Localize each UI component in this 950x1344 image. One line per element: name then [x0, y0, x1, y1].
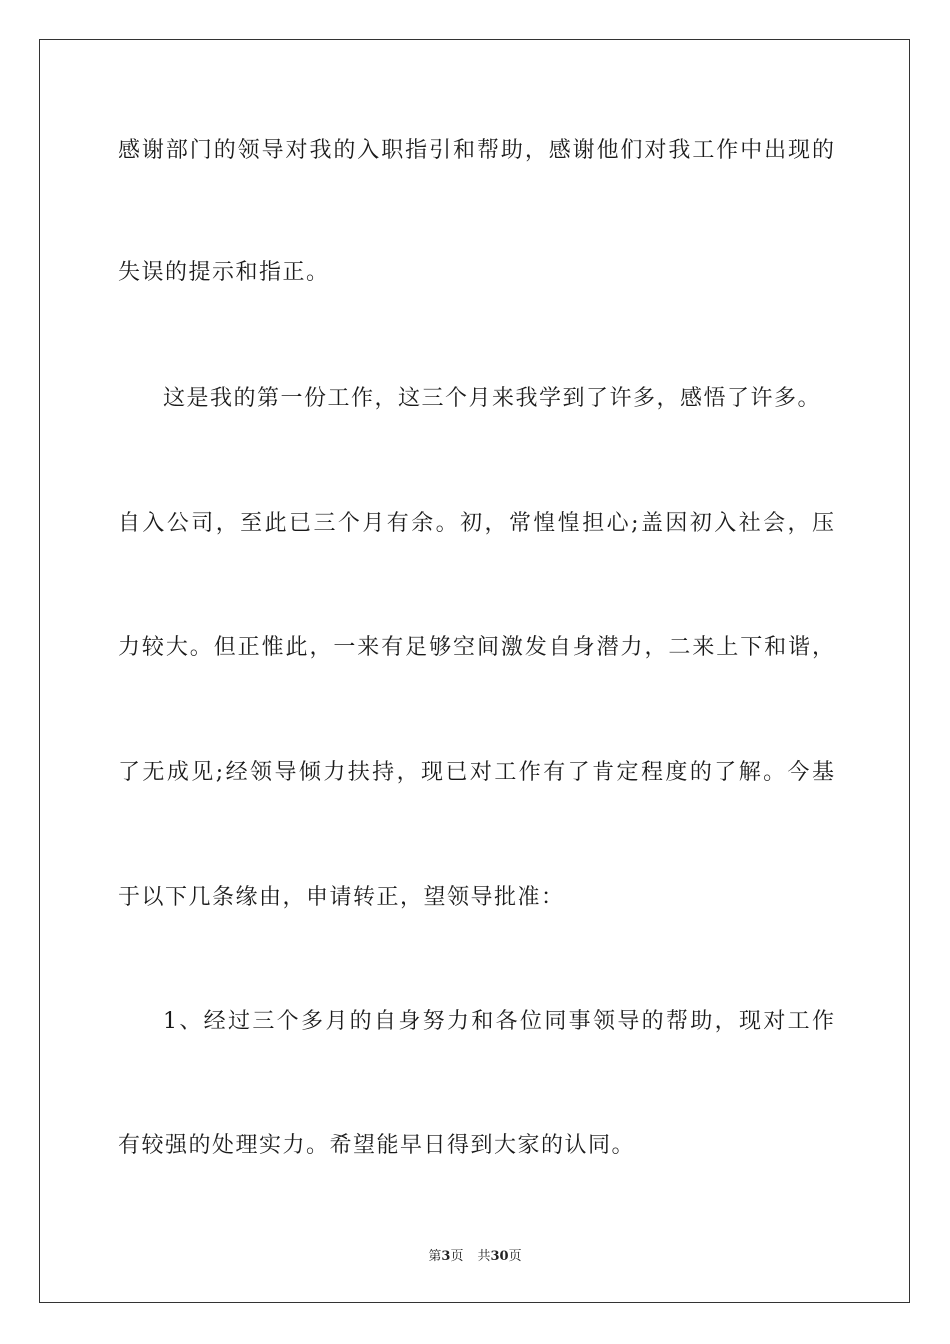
text-line-9: 有较强的处理实力。希望能早日得到大家的认同。: [118, 1133, 636, 1158]
text-line-4: 自入公司，至此已三个月有余。初，常惶惶担心;盖因初入社会，压: [118, 511, 834, 536]
text-line-6: 了无成见;经领导倾力扶持，现已对工作有了肯定程度的了解。今基: [118, 760, 834, 785]
page-number: 3: [441, 1249, 451, 1264]
page-border: [39, 39, 910, 1303]
text-line-3: 这是我的第一份工作，这三个月来我学到了许多，感悟了许多。: [163, 386, 822, 411]
total-prefix: 共: [477, 1249, 491, 1264]
page-prefix: 第: [428, 1249, 442, 1264]
text-line-5: 力较大。但正惟此，一来有足够空间激发自身潜力，二来上下和谐，: [118, 635, 834, 660]
text-line-7: 于以下几条缘由，申请转正，望领导批准：: [118, 885, 565, 910]
text-line-2: 失误的提示和指正。: [118, 260, 330, 285]
text-line-1: 感谢部门的领导对我的入职指引和帮助，感谢他们对我工作中出现的: [118, 138, 834, 163]
total-pages: 30: [490, 1249, 509, 1264]
page-footer: [0, 1248, 950, 1266]
page-suffix: 页: [450, 1249, 464, 1264]
text-line-8: 1、经过三个多月的自身努力和各位同事领导的帮助，现对工作: [163, 1009, 834, 1034]
total-suffix: 页: [508, 1249, 522, 1264]
